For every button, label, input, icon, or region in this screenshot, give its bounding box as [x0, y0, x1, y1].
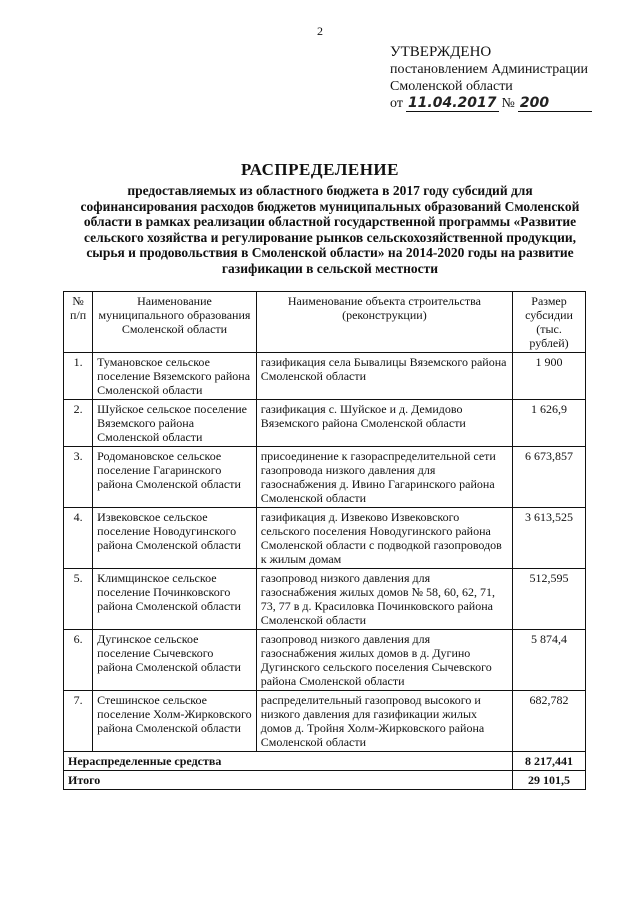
- row-object: газопровод низкого давления для газоснабжения жилых домов в д. Дугино Дугинского сельского поселения Сычевского района Смоленской области: [256, 630, 512, 691]
- row-number: 4.: [64, 508, 93, 569]
- total-amount: 29 101,5: [513, 771, 586, 790]
- header-municipality: Наименование муниципального образования Смоленской области: [93, 292, 257, 353]
- row-amount: 682,782: [513, 691, 586, 752]
- row-amount: 5 874,4: [513, 630, 586, 691]
- handwritten-number: 200: [518, 96, 592, 112]
- row-amount: 512,595: [513, 569, 586, 630]
- row-object: присоединение к газораспределительной сети газопровода низкого давления для газоснабжения д. Ивино Гагаринского района Смоленской области: [256, 447, 512, 508]
- row-object: газопровод низкого давления для газоснабжения жилых домов № 58, 60, 62, 71, 73, 77 в д. Красиловка Починковского района Смоленской области: [256, 569, 512, 630]
- row-number: 7.: [64, 691, 93, 752]
- number-label: №: [501, 96, 515, 111]
- header-amount: Размер субсидии (тыс. рублей): [513, 292, 586, 353]
- row-object: газификация с. Шуйское и д. Демидово Вяземского района Смоленской области: [256, 400, 512, 447]
- document-subtitle: предоставляемых из областного бюджета в 2017 году субсидий для софинансирования расходов бюджетов муниципальных образований Смоленской области в рамках реализации областной государственной программы «Развитие сельского хозяйства и регулирование рынков сельскохозяйственной продукции, сырья и продовольствия в Смоленской области» на 2014-2020 годы на развитие газификации в сельской местности: [80, 183, 580, 276]
- row-municipality: Стешинское сельское поселение Холм-Жирковского района Смоленской области: [93, 691, 257, 752]
- table-row: [64, 353, 586, 400]
- unallocated-amount: 8 217,441: [513, 752, 586, 771]
- row-number: 2.: [64, 400, 93, 447]
- approval-stamp-block: [390, 44, 630, 112]
- row-municipality: Шуйское сельское поселение Вяземского района Смоленской области: [93, 400, 257, 447]
- table-row: [64, 400, 586, 447]
- page-number: 2: [317, 24, 323, 38]
- unallocated-row: [64, 752, 586, 771]
- row-amount: 1 626,9: [513, 400, 586, 447]
- table-row: [64, 569, 586, 630]
- row-municipality: Климщинское сельское поселение Починковского района Смоленской области: [93, 569, 257, 630]
- row-object: газификация д. Извеково Извековского сельского поселения Новодугинского района Смоленской области с подводкой газопроводов к жилым домам: [256, 508, 512, 569]
- row-amount: 3 613,525: [513, 508, 586, 569]
- table-row: [64, 691, 586, 752]
- unallocated-label: Нераспределенные средства: [64, 752, 513, 771]
- row-amount: 1 900: [513, 353, 586, 400]
- document-title: РАСПРЕДЕЛЕНИЕ: [241, 160, 399, 179]
- approval-line-2: Смоленской области: [390, 79, 513, 94]
- row-object: распределительный газопровод высокого и низкого давления для газификации жилых домов д. Тройня Холм-Жирковского района Смоленской области: [256, 691, 512, 752]
- header-object: Наименование объекта строительства (реконструкции): [256, 292, 512, 353]
- handwritten-date: 11.04.2017: [407, 95, 497, 111]
- header-number: № п/п: [64, 292, 93, 353]
- table-row: [64, 508, 586, 569]
- row-municipality: Извековское сельское поселение Новодугинского района Смоленской области: [93, 508, 257, 569]
- row-municipality: Тумановское сельское поселение Вяземского района Смоленской области: [93, 353, 257, 400]
- row-number: 1.: [64, 353, 93, 400]
- row-number: 6.: [64, 630, 93, 691]
- row-number: 5.: [64, 569, 93, 630]
- approval-heading: УТВЕРЖДЕНО: [390, 44, 492, 60]
- table-row: [64, 447, 586, 508]
- table-header-row: [64, 292, 586, 353]
- approval-line-1: постановлением Администрации: [390, 62, 588, 77]
- row-amount: 6 673,857: [513, 447, 586, 508]
- total-label: Итого: [64, 771, 513, 790]
- row-municipality: Родомановское сельское поселение Гагаринского района Смоленской области: [93, 447, 257, 508]
- distribution-table: [63, 291, 586, 790]
- from-label: от: [390, 96, 403, 111]
- row-number: 3.: [64, 447, 93, 508]
- approval-date-number-line: [390, 95, 630, 112]
- total-row: [64, 771, 586, 790]
- table-row: [64, 630, 586, 691]
- row-object: газификация села Бывалицы Вяземского района Смоленской области: [256, 353, 512, 400]
- row-municipality: Дугинское сельское поселение Сычевского района Смоленской области: [93, 630, 257, 691]
